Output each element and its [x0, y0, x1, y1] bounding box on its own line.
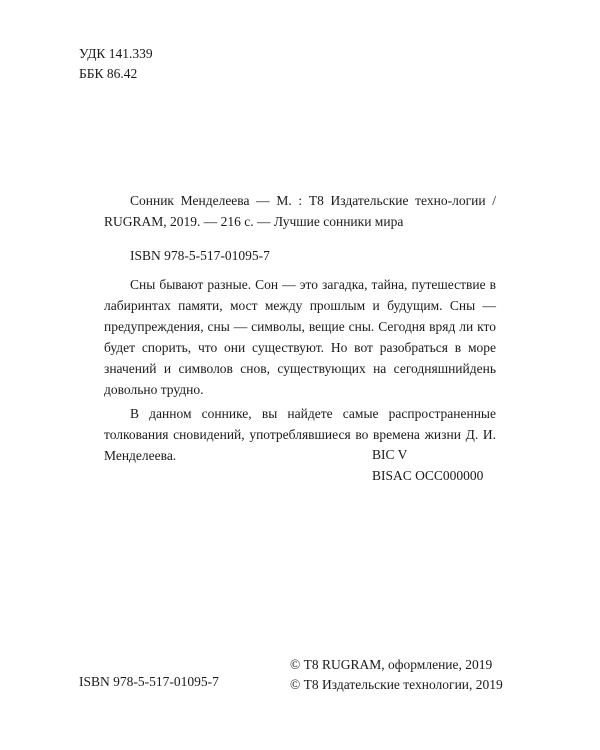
bibliographic-record: Сонник Менделеева — М. : Т8 Издательские техно-логии / RUGRAM, 2019. — 216 с. — Лучшие сонники мира: [104, 193, 496, 229]
copyright-line-1: © Т8 RUGRAM, оформление, 2019: [290, 657, 493, 672]
classification-block: [79, 44, 153, 84]
bbk-code: ББК 86.42: [79, 66, 138, 81]
annotation-paragraph-2: В данном соннике, вы найдете самые распространенные толкования сновидений, употреблявшиеся во времена жизни Д. И. Менделеева.: [104, 406, 496, 463]
udk-code: УДК 141.339: [79, 46, 153, 61]
isbn-main: ISBN 978-5-517-01095-7: [130, 248, 270, 263]
annotation-paragraph-1: Сны бывают разные. Сон — это загадка, тайна, путешествие в лабиринтах памяти, мост между прошлым и будущим. Сны — предупреждения, сны — символы, вещие сны. Сегодня вряд ли кто будет спорить, что они существуют. Но вот разобраться в море значений и символов снов, существующих на сегодняшнийдень довольно трудно.: [104, 277, 496, 397]
copyright-notices: [290, 655, 503, 695]
annotation: [104, 274, 496, 469]
bic-code: BIC V: [372, 447, 408, 462]
bisac-code: BISAC OCC000000: [372, 468, 484, 483]
subject-codes: [372, 444, 483, 486]
copyright-line-2: © Т8 Издательские технологии, 2019: [290, 677, 503, 692]
isbn-footer: ISBN 978-5-517-01095-7: [79, 674, 219, 689]
